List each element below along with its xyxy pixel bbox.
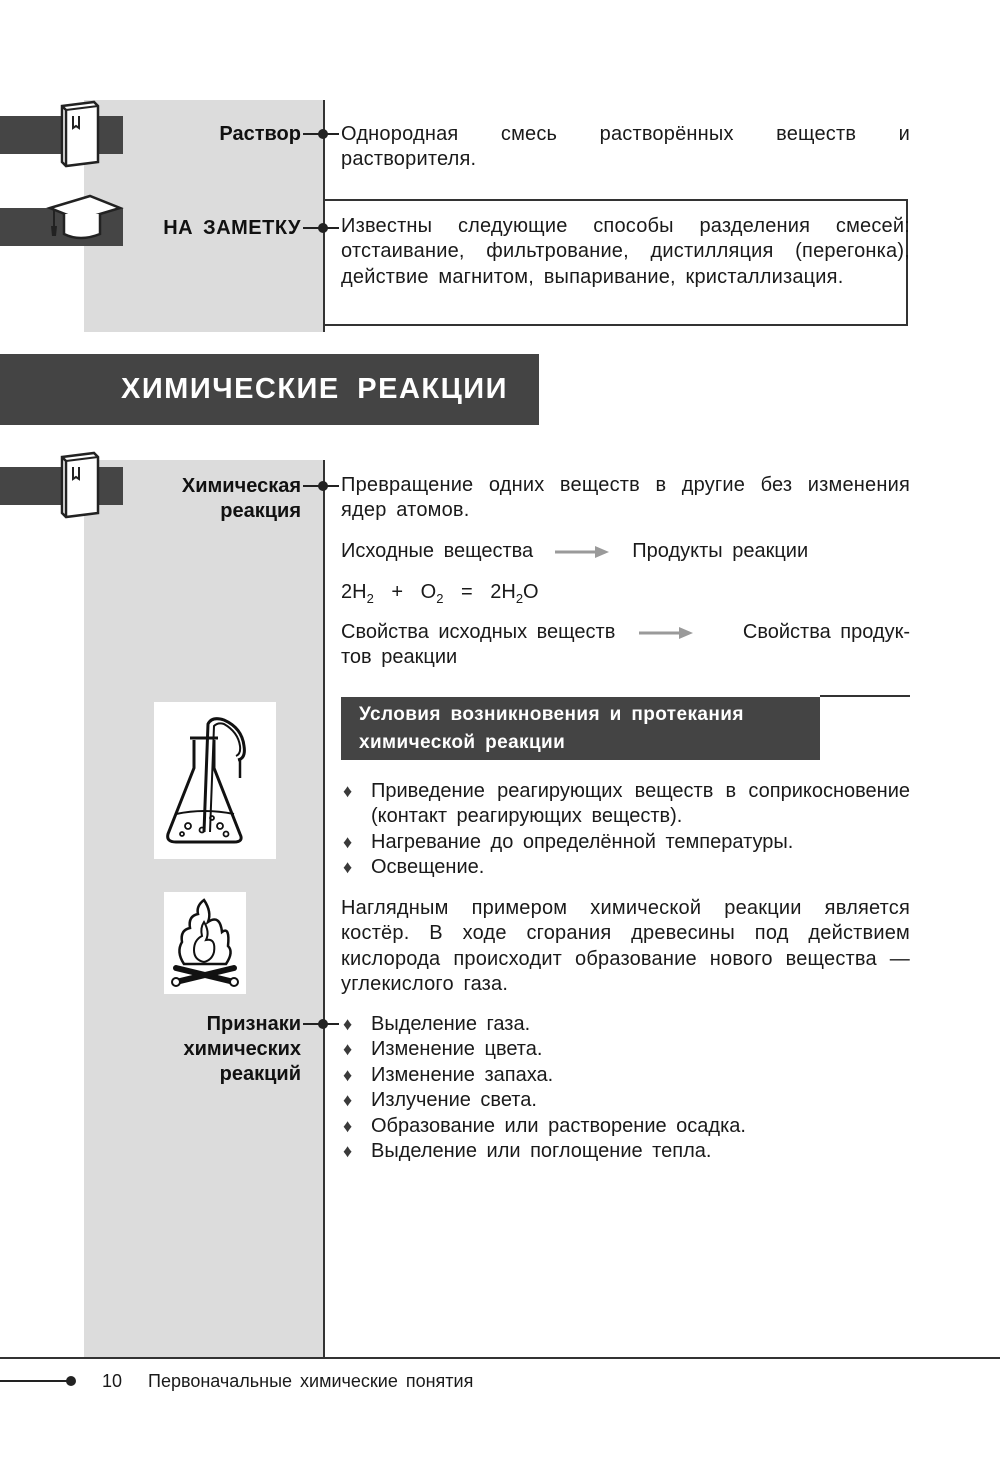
scheme-row-2 (341, 620, 910, 645)
connector-dot (303, 1018, 339, 1030)
list-item (341, 855, 910, 880)
connector-dot (303, 128, 339, 140)
definition-solution: Однородная смесь растворённых веществ и растворителя. (341, 123, 910, 171)
book-icon (56, 451, 106, 519)
arrow-right-icon (639, 626, 695, 640)
diamond-bullet-icon: ♦ (343, 831, 353, 852)
list-item-text: Изменение цвета. (371, 1038, 543, 1061)
list-item (341, 779, 910, 830)
note-label: НА ЗАМЕТКУ (163, 217, 301, 239)
flask-icon (154, 702, 276, 859)
list-item (341, 1139, 910, 1164)
banner-title: ХИМИЧЕСКИЕ РЕАКЦИИ (121, 373, 508, 405)
subheading-rule (820, 695, 910, 697)
scheme-row-1 (341, 539, 808, 564)
list-item-text: Образование или растворение осадка. (371, 1114, 746, 1137)
scheme-right: Продукты реакции (632, 540, 809, 562)
graduation-cap-icon (40, 192, 124, 244)
scheme-left: Исходные вещества (341, 540, 534, 562)
eq-term: O (523, 581, 539, 603)
term-chemical-reaction (182, 474, 301, 524)
chapter-title: Первоначальные химические понятия (148, 1371, 474, 1391)
heading-line: Условия возникновения и протекания (359, 704, 744, 725)
eq-term: 2H (341, 581, 367, 603)
term-solution: Раствор (219, 123, 301, 145)
section-banner (0, 354, 539, 425)
list-item (341, 1012, 910, 1037)
diamond-bullet-icon: ♦ (343, 1014, 353, 1034)
term-line: Химическая (181, 475, 301, 497)
connector-dot (303, 222, 339, 234)
campfire-illustration (164, 892, 246, 994)
list-item-text: Выделение газа. (371, 1013, 531, 1035)
conditions-list (341, 779, 910, 881)
list-item-text: Излучение света. (371, 1089, 537, 1112)
note-text: Известны следующие способы разделения смесей: отстаивание, фильтрование, дистилляция (перегонка), действие магнитом, выпаривание, кристаллизация. (341, 215, 910, 288)
arrow-right-icon (555, 545, 611, 559)
scheme-right: Свойства продук- (742, 621, 910, 643)
footer-dot (66, 1376, 76, 1386)
diamond-bullet-icon: ♦ (343, 1039, 353, 1060)
term-line: химических (183, 1038, 301, 1060)
diamond-bullet-icon: ♦ (343, 1141, 353, 1162)
eq-term: O (420, 581, 437, 603)
connector-dot (303, 480, 339, 492)
flask-illustration (154, 702, 276, 859)
footer-rule (0, 1380, 68, 1382)
eq-term: 2H (490, 581, 516, 603)
page-number: 10 (102, 1371, 123, 1391)
scheme-left: Свойства исходных веществ (341, 621, 616, 643)
footer-divider (0, 1357, 1000, 1359)
conditions-heading (341, 697, 820, 760)
eq-sub: 2 (436, 591, 444, 606)
book-icon (56, 100, 106, 168)
term-line: реакций (219, 1063, 301, 1085)
example-text: Наглядным примером химической реакции является костёр. В ходе сгорания древесины под действием кислорода происходит образование нового вещества — углекислого газа. (341, 897, 910, 996)
list-item (341, 1088, 910, 1113)
diamond-bullet-icon: ♦ (343, 1090, 353, 1111)
diamond-bullet-icon: ♦ (343, 857, 353, 878)
list-item (341, 1037, 910, 1062)
term-reaction-signs (183, 1012, 301, 1087)
list-item-text: Освещение. (371, 856, 485, 879)
signs-list (341, 1012, 910, 1164)
eq-sub: 2 (515, 591, 524, 606)
list-item-text: Выделение или поглощение тепла. (371, 1140, 712, 1163)
list-item (341, 1063, 910, 1088)
diamond-bullet-icon: ♦ (343, 781, 353, 801)
term-line: реакция (220, 500, 301, 522)
scheme-row-2-cont: тов реакции (341, 646, 458, 668)
list-item-text: Приведение реагирующих веществ в соприкосновение (контакт реагирующих веществ). (371, 780, 910, 828)
diamond-bullet-icon: ♦ (343, 1115, 353, 1136)
term-line: Признаки (206, 1013, 301, 1035)
eq-op: + (391, 581, 404, 603)
diamond-bullet-icon: ♦ (343, 1064, 353, 1085)
eq-op: = (460, 581, 473, 603)
equation (341, 580, 539, 605)
eq-sub: 2 (366, 591, 374, 606)
column-divider-main (323, 460, 325, 1358)
list-item (341, 830, 910, 855)
list-item-text: Изменение запаха. (371, 1063, 554, 1086)
heading-line: химической реакции (359, 732, 566, 753)
definition-reaction: Превращение одних веществ в другие без изменения ядер атомов. (341, 474, 910, 522)
list-item (341, 1114, 910, 1139)
campfire-icon (164, 892, 246, 994)
list-item-text: Нагревание до определённой температуры. (371, 830, 794, 853)
